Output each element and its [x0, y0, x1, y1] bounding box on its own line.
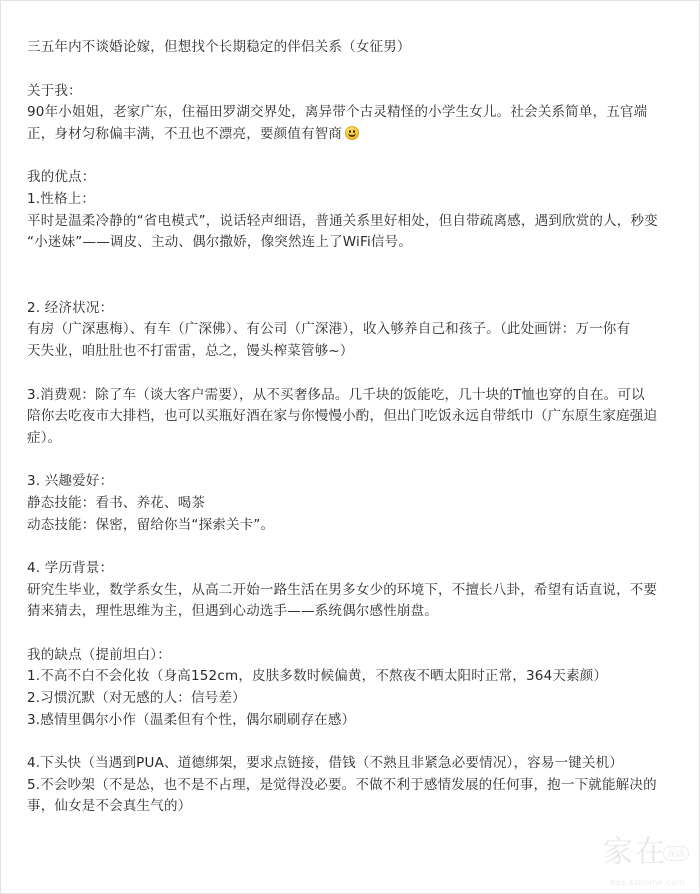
weakness-item: 事，仙女是不会真生气的）: [27, 798, 192, 815]
economy-line: 有房（广深惠梅）、有车（广深佛）、有公司（广深港），收入够养自己和孩子。（此处画饼：万一你有: [27, 321, 631, 338]
economy-line: 天失业，咱肚肚也不打雷雷，总之，馒头榨菜管够~）: [27, 342, 354, 359]
post-content: [27, 37, 689, 818]
watermark-title: 家在: [603, 835, 667, 870]
consumption-line: 陪你去吃夜市大排档，也可以买瓶好酒在家与你慢慢小酌，但出门吃饭永远自带纸巾（广东原生家庭强迫: [27, 408, 658, 425]
strengths-heading: 我的优点：: [27, 169, 96, 186]
site-watermark: [579, 837, 689, 887]
about-line: 90年小姐姐，老家广东，住福田罗湖交界处，离异带个古灵精怪的小学生女儿。社会关系简单，五官端: [27, 104, 648, 121]
weakness-item: 5.不会吵架（不是怂，也不是不占理，是觉得没必要。不做不利于感情发展的任何事，抱一下就能解决的: [27, 776, 657, 793]
about-line-text: 正，身材匀称偏丰满，不丑也不漂亮，要颜值有智商: [27, 125, 343, 142]
personality-heading: 1.性格上：: [27, 190, 96, 207]
consumption-line: 3.消费观：除了车（谈大客户需要），从不买奢侈品。几千块的饭能吃，几十块的T恤也穿的自在。可以: [27, 386, 645, 403]
personality-line: “小迷妹”——调皮、主动、偶尔撒娇，像突然连上了WiFi信号。: [27, 234, 413, 251]
watermark-badge: 深圳: [663, 846, 689, 861]
watermark-url: bbs.szhome.com: [610, 878, 685, 887]
about-heading: 关于我：: [27, 82, 82, 99]
consumption-line: 症）。: [27, 429, 62, 446]
hobbies-heading: 3. 兴趣爱好：: [27, 473, 114, 490]
weaknesses-heading: 我的缺点（提前坦白）：: [27, 646, 171, 663]
grinning-face-icon: [345, 126, 359, 140]
economy-heading: 2. 经济状况：: [27, 299, 114, 316]
education-line: 研究生毕业，数学系女生，从高二开始一路生活在男多女少的环境下，不擅长八卦，希望有话直说，不要: [27, 581, 658, 598]
education-line: 猜来猜去，理性思维为主，但遇到心动选手——系统偶尔感性崩盘。: [27, 603, 438, 620]
weakness-item: 4.下头快（当遇到PUA、道德绑架，要求点链接，借钱（不熟且非紧急必要情况），容易一键关机）: [27, 755, 624, 772]
weakness-item: 1.不高不白不会化妆（身高152cm，皮肤多数时候偏黄，不熬夜不晒太阳时正常，364天素颜）: [27, 668, 608, 685]
hobbies-line: 静态技能：看书、养花、喝茶: [27, 494, 206, 511]
education-heading: 4. 学历背景：: [27, 560, 114, 577]
personality-line: 平时是温柔冷静的“省电模式”，说话轻声细语，普通关系里好相处，但自带疏离感，遇到欣赏的人，秒变: [27, 212, 658, 229]
hobbies-line: 动态技能：保密，留给你当“探索关卡”。: [27, 516, 275, 533]
post-title: 三五年内不谈婚论嫁，但想找个长期稳定的伴侣关系（女征男）: [27, 39, 411, 55]
weakness-item: 3.感情里偶尔小作（温柔但有个性，偶尔刷刷存在感）: [27, 711, 356, 728]
about-line: [27, 124, 689, 146]
weakness-item: 2.习惯沉默（对无感的人：信号差）: [27, 690, 246, 707]
